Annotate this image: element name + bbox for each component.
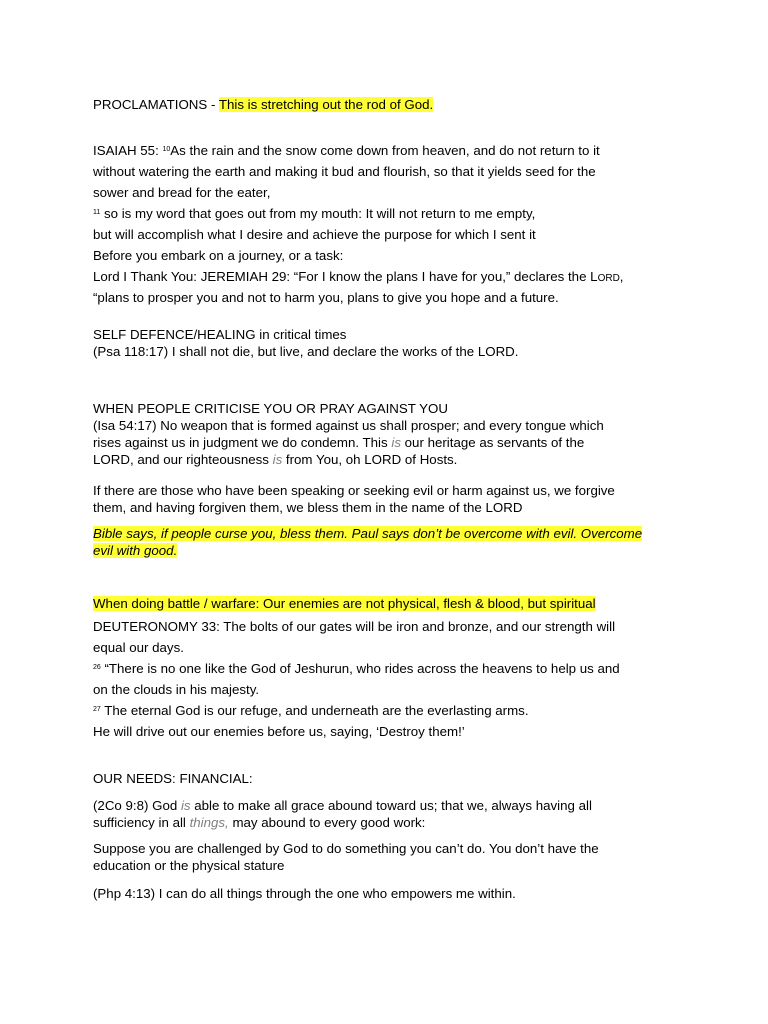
- isaiah-ref: ISAIAH 55:: [93, 143, 163, 158]
- challenge-line-1: Suppose you are challenged by God to do something you can’t do. You don’t have the: [93, 841, 599, 856]
- isaiah-54-line-2: rises against us in judgment we do condemn. This is our heritage as servants of the: [93, 435, 585, 450]
- isaiah-line-3: sower and bread for the eater,: [93, 185, 271, 200]
- needs-title-block: [93, 770, 693, 787]
- isaiah-line-2: without watering the earth and making it bud and flourish, so that it yields seed for the: [93, 164, 596, 179]
- deuteronomy-passage: [93, 616, 693, 742]
- deut-line-4: on the clouds in his majesty.: [93, 682, 260, 697]
- verse-27: 27: [93, 706, 101, 713]
- corinthians-line-1: (2Co 9:8) God is able to make all grace abound toward us; that we, always having all: [93, 798, 592, 813]
- challenge-line-2: education or the physical stature: [93, 858, 285, 873]
- battle-title-block: [93, 595, 693, 612]
- philippians-block: [93, 885, 693, 902]
- rod-of-god-highlight: This is stretching out the rod of God.: [218, 97, 434, 112]
- deut-line-2: equal our days.: [93, 640, 184, 655]
- criticise-title: WHEN PEOPLE CRITICISE YOU OR PRAY AGAINST YOU: [93, 401, 448, 416]
- forgive-line-1: If there are those who have been speaking or seeking evil or harm against us, we forgive: [93, 483, 615, 498]
- journey-line: Before you embark on a journey, or a task:: [93, 248, 344, 263]
- isaiah-line-4: $^{11}$ so is my word that goes out from my mouth: It will not return to me empty,: [93, 206, 536, 221]
- deut-line-6: He will drive out our enemies before us, saying, ‘Destroy them!’: [93, 724, 465, 739]
- philippians-line: (Php 4:13) I can do all things through the one who empowers me within.: [93, 886, 516, 901]
- jeremiah-line-2: “plans to prosper you and not to harm you, plans to give you hope and a future.: [93, 290, 559, 305]
- isaiah-54-line-3: LORD, and our righteousness is from You, oh LORD of Hosts.: [93, 452, 458, 467]
- challenge-paragraph: [93, 840, 693, 874]
- self-defence-title: SELF DEFENCE/HEALING in critical times: [93, 327, 347, 342]
- bless-line-2: evil with good.: [93, 543, 178, 558]
- deut-line-3: $^{26}$ “There is no one like the God of Jeshurun, who rides across the heavens to help us and: [93, 661, 620, 676]
- verse-11: 11: [93, 209, 101, 216]
- isaiah-passage: [93, 140, 693, 308]
- bless-line-1: Bible says, if people curse you, bless them. Paul says don’t be overcome with evil. Overcome: [93, 526, 643, 541]
- proclamations-title: PROCLAMATIONS -: [93, 97, 219, 112]
- verse-10: 10: [162, 146, 171, 153]
- isaiah-line-5: but will accomplish what I desire and achieve the purpose for which I sent it: [93, 227, 536, 242]
- corinthians-line-2: sufficiency in all things, may abound to every good work:: [93, 815, 426, 830]
- forgive-line-2: them, and having forgiven them, we bless them in the name of the LORD: [93, 500, 523, 515]
- deut-line-1: DEUTERONOMY 33: The bolts of our gates will be iron and bronze, and our strength will: [93, 619, 616, 634]
- deut-line-5: $^{27}$ The eternal God is our refuge, and underneath are the everlasting arms.: [93, 703, 529, 718]
- bless-paragraph: [93, 525, 693, 559]
- psalm-118-line: (Psa 118:17) I shall not die, but live, and declare the works of the LORD.: [93, 344, 519, 359]
- isaiah-line-1: ISAIAH 55: $^{10}$As the rain and the snow come down from heaven, and do not return to it: [93, 143, 600, 158]
- proclamations-heading: [93, 96, 693, 113]
- forgive-paragraph: [93, 482, 693, 516]
- jeremiah-line-1: Lord I Thank You: JEREMIAH 29: “For I know the plans I have for you,” declares the LORD,: [93, 269, 624, 284]
- battle-title: When doing battle / warfare: Our enemies are not physical, flesh & blood, but spiritual: [93, 596, 596, 611]
- self-defence-section: [93, 326, 693, 360]
- criticise-section: [93, 400, 693, 468]
- isaiah-54-line-1: (Isa 54:17) No weapon that is formed against us shall prosper; and every tongue which: [93, 418, 604, 433]
- needs-title: OUR NEEDS: FINANCIAL:: [93, 771, 253, 786]
- corinthians-passage: [93, 797, 693, 831]
- verse-26: 26: [93, 664, 101, 671]
